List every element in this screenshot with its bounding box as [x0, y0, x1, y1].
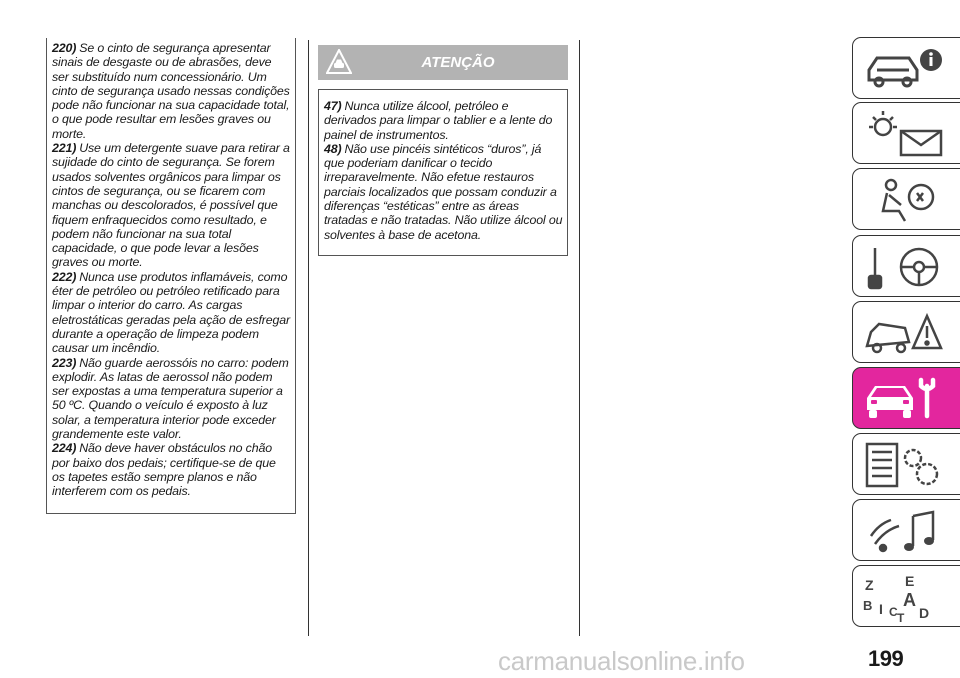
warning-title: ATENÇÃO	[421, 54, 495, 71]
warning-notes-list	[324, 99, 563, 242]
note-number: 48)	[324, 141, 342, 156]
column-divider-left	[308, 40, 309, 636]
tab-emergency[interactable]	[852, 301, 960, 363]
car-wrench-icon	[861, 374, 951, 424]
warning-box	[318, 45, 568, 256]
car-crash-warning-icon	[861, 308, 951, 358]
column-divider-right	[579, 40, 580, 636]
page-number: 199	[868, 646, 904, 671]
tab-multimedia[interactable]	[852, 499, 960, 561]
svg-text:D: D	[919, 605, 930, 621]
tab-starting-driving[interactable]	[852, 235, 960, 297]
note-item	[52, 270, 291, 356]
note-text: Nunca use produtos inflamáveis, como éter de petróleo ou petróleo retificado para limpar o interior do carro. As cargas eletrostáticas geradas pela ação de esfregar durante a operação de limpeza podem causar um incêndio.	[52, 269, 290, 356]
tab-technical-data[interactable]	[852, 433, 960, 495]
note-text: Nunca utilize álcool, petróleo e derivados para limpar o tablier e a lente do painel de instrumentos.	[324, 99, 553, 142]
note-item	[324, 99, 563, 142]
car-info-icon	[861, 44, 951, 94]
tab-safety[interactable]	[852, 168, 960, 230]
note-number: 220)	[52, 41, 77, 55]
warning-lights-envelope-icon	[861, 109, 951, 159]
tab-index[interactable]	[852, 565, 960, 627]
note-item	[324, 142, 563, 242]
svg-text:C: C	[889, 605, 898, 619]
svg-text:A: A	[903, 590, 916, 610]
note-number: 222)	[52, 269, 77, 284]
warning-body	[318, 89, 568, 256]
note-number: 224)	[52, 441, 77, 456]
note-text: Não use pincéis sintéticos “duros”, já que poderiam danificar o tecido irreparavelmente. Não efetue restauros parciais localizados que possam conduzir a diferenças “estéticas” entre as áreas tratadas e não tratadas. Não utilize álcool ou solventes à base de acetona.	[324, 141, 563, 242]
key-steering-wheel-icon	[861, 242, 951, 292]
note-item	[52, 441, 291, 498]
warning-header	[318, 45, 568, 80]
notes-box	[46, 38, 296, 514]
tab-car-info[interactable]	[852, 37, 960, 99]
note-text: Use um detergente suave para retirar a sujidade do cinto de segurança. Se forem usados solventes orgânicos para limpar os cintos de segurança, ou se ficarem com manchas ou descolorados, é possível que fiquem enfraquecidos como resultado, e podem não funcionar na sua total capacidade, o que pode levar a lesões graves ou morte.	[52, 141, 290, 270]
note-number: 223)	[52, 355, 77, 370]
note-number: 221)	[52, 141, 77, 156]
note-text: Se o cinto de segurança apresentar sinais de desgaste ou de abrasões, deve ser substituído num concessionário. Um cinto de segurança usado nessas condições pode não funcionar na sua capacidade total, o que pode resultar em lesões graves ou morte.	[52, 41, 290, 141]
document-gears-icon	[861, 440, 951, 490]
note-number: 47)	[324, 99, 342, 113]
tab-warning-lights[interactable]	[852, 102, 960, 164]
seat-airbag-icon	[861, 175, 951, 225]
svg-text:T: T	[897, 611, 905, 622]
music-signal-icon	[861, 506, 951, 556]
svg-text:B: B	[863, 598, 873, 613]
note-item	[52, 141, 291, 270]
alphabet-index-icon	[861, 572, 951, 622]
note-text: Não deve haver obstáculos no chão por baixo dos pedais; certifique-se de que os tapetes estão sempre planos e não interferem com os pedais.	[52, 441, 276, 499]
notes-list	[52, 41, 291, 499]
watermark: carmanualsonline.info	[498, 646, 745, 676]
svg-text:I: I	[879, 601, 883, 617]
note-text: Não guarde aerossóis no carro: podem explodir. As latas de aerossol não podem ser expostas a uma temperatura superior a 50 ºC. Quando o veículo é exposto à luz solar, a temperatura interior pode exceder grandemente este valor.	[52, 355, 289, 442]
note-item	[52, 41, 291, 141]
note-item	[52, 356, 291, 442]
tab-maintenance[interactable]	[852, 367, 960, 429]
svg-text:E: E	[905, 573, 915, 589]
svg-text:Z: Z	[865, 577, 874, 593]
